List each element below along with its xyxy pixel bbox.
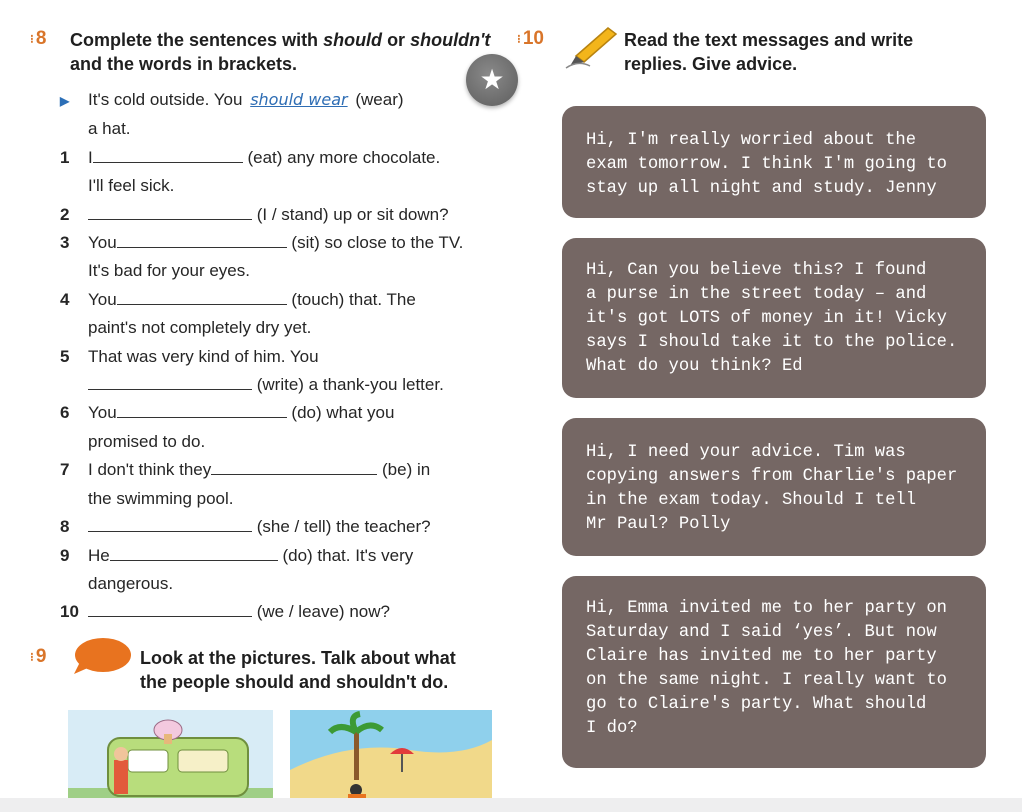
sentence-cont-row	[60, 172, 500, 200]
answer-blank[interactable]	[88, 600, 252, 617]
sentence-after: (eat) any more chocolate.	[247, 147, 441, 167]
sentence-number: 6	[60, 403, 70, 423]
example-row	[60, 86, 500, 115]
exercise-marker-icon: ⁝	[517, 31, 520, 46]
exercise-8-number	[30, 28, 46, 50]
answer-blank[interactable]	[88, 373, 252, 390]
sentence-cont: It's bad for your eyes.	[88, 261, 250, 281]
exercise-9-heading-line-2: the people should and shouldn't do.	[140, 672, 449, 692]
sentence-after: (be) in	[382, 460, 431, 480]
page-bottom-strip	[0, 798, 1022, 812]
sentence-number: 4	[60, 289, 70, 309]
sentence-after: (touch) that. The	[291, 289, 416, 309]
sentence-before: I	[88, 147, 93, 167]
sentence-before: I don't think they	[88, 460, 212, 480]
exercise-10-heading-line-2: replies. Give advice.	[624, 54, 798, 74]
answer-blank[interactable]	[117, 231, 287, 248]
example-arrow-icon: ▶	[60, 94, 70, 108]
sentence-before: You	[88, 289, 117, 309]
answer-blank[interactable]	[117, 401, 287, 418]
sentence-cont: promised to do.	[88, 431, 206, 451]
example-answer: should wear	[250, 90, 348, 109]
sentence-cont: paint's not completely dry yet.	[88, 318, 312, 338]
exercise-9-number	[30, 646, 46, 668]
example-verb: (wear)	[355, 90, 404, 109]
example-body	[88, 86, 500, 114]
pen-icon	[562, 22, 622, 70]
sentence-row	[60, 598, 500, 626]
exercise-9-heading-line-1: Look at the pictures. Talk about what	[140, 648, 456, 668]
example-cont-row	[60, 115, 500, 143]
text-message-ed: Hi, Can you believe this? I found a purse in the street today – and it's got LOTS of money in it! Vicky says I should take it to the police. What do you think? Ed	[562, 238, 986, 398]
exercise-8-heading	[70, 28, 510, 76]
sentence-cont: (write) a thank-you letter.	[256, 375, 444, 395]
exercise-9-heading	[140, 646, 520, 694]
heading-part: or	[382, 30, 411, 50]
heading-part: Complete the sentences with	[70, 30, 324, 50]
sentence-after: (do) what you	[291, 403, 395, 423]
star-icon: ★	[466, 54, 518, 106]
sentence-number: 3	[60, 233, 70, 253]
text-message-emma-claire: Hi, Emma invited me to her party on Saturday and I said ‘yes’. But now Claire has invited me to her party on the same night. I really want to go to Claire's party. What should I do?	[562, 576, 986, 768]
exercise-9-number-text: 9	[35, 646, 47, 667]
sentence-cont: dangerous.	[88, 573, 174, 593]
sentence-cont-row	[60, 371, 500, 399]
sentence-after: (do) that. It's very	[282, 545, 414, 565]
exercise-marker-icon: ⁝	[30, 31, 33, 46]
exercise-10-heading-line-1: Read the text messages and write	[624, 30, 914, 50]
sentence-cont-row	[60, 257, 500, 285]
exercise-8-number-text: 8	[35, 28, 47, 49]
exercise-10-number-text: 10	[522, 28, 544, 49]
sentence-number: 9	[60, 545, 70, 565]
sentence-before: That was very kind of him. You	[88, 346, 319, 366]
sentence-number: 7	[60, 460, 70, 480]
answer-blank[interactable]	[88, 515, 252, 532]
sentence-cont-row	[60, 428, 500, 456]
sentence-number: 8	[60, 517, 70, 537]
heading-shouldnt: shouldn't	[410, 30, 491, 50]
sentence-cont-row	[60, 570, 500, 598]
sentence-before: You	[88, 233, 117, 253]
sentence-cont: the swimming pool.	[88, 488, 234, 508]
ice-cream-van-picture	[68, 710, 273, 802]
text-message-polly: Hi, I need your advice. Tim was copying answers from Charlie's paper in the exam today. Should I tell Mr Paul? Polly	[562, 418, 986, 556]
sentence-number: 10	[60, 602, 79, 622]
heading-line-2: and the words in brackets.	[70, 54, 298, 74]
sentence-row	[60, 229, 500, 257]
text-message-jenny: Hi, I'm really worried about the exam tomorrow. I think I'm going to stay up all night and study. Jenny	[562, 106, 986, 218]
answer-blank[interactable]	[93, 146, 243, 163]
sentence-row	[60, 399, 500, 427]
sentence-number: 2	[60, 204, 70, 224]
answer-blank[interactable]	[211, 458, 377, 475]
exercise-8-sentences	[60, 86, 500, 627]
exercise-10-number	[517, 28, 544, 50]
sentence-row	[60, 144, 500, 172]
sentence-row	[60, 542, 500, 570]
sentence-before: He	[88, 545, 110, 565]
sentence-after: (I / stand) up or sit down?	[256, 204, 449, 224]
exercise-10-heading	[624, 28, 984, 76]
sentence-row	[60, 286, 500, 314]
sentence-cont: I'll feel sick.	[88, 176, 175, 196]
example-cont: a hat.	[88, 119, 131, 139]
heading-should: should	[323, 30, 383, 50]
sentence-row	[60, 201, 500, 229]
sentence-row	[60, 513, 500, 541]
beach-picture	[290, 710, 492, 802]
sentence-number: 1	[60, 147, 70, 167]
sentence-after: (we / leave) now?	[256, 602, 390, 622]
answer-blank[interactable]	[110, 544, 278, 561]
speech-bubble-icon	[72, 636, 132, 676]
sentence-cont-row	[60, 485, 500, 513]
sentence-after: (sit) so close to the TV.	[291, 233, 464, 253]
sentence-row	[60, 343, 500, 371]
sentence-after: (she / tell) the teacher?	[256, 517, 431, 537]
exercise-marker-icon: ⁝	[30, 649, 33, 664]
sentence-number: 5	[60, 346, 70, 366]
answer-blank[interactable]	[117, 288, 287, 305]
sentence-before: You	[88, 403, 117, 423]
example-text: It's cold outside. You	[88, 90, 248, 109]
sentence-cont-row	[60, 314, 500, 342]
answer-blank[interactable]	[88, 203, 252, 220]
sentence-row	[60, 456, 500, 484]
